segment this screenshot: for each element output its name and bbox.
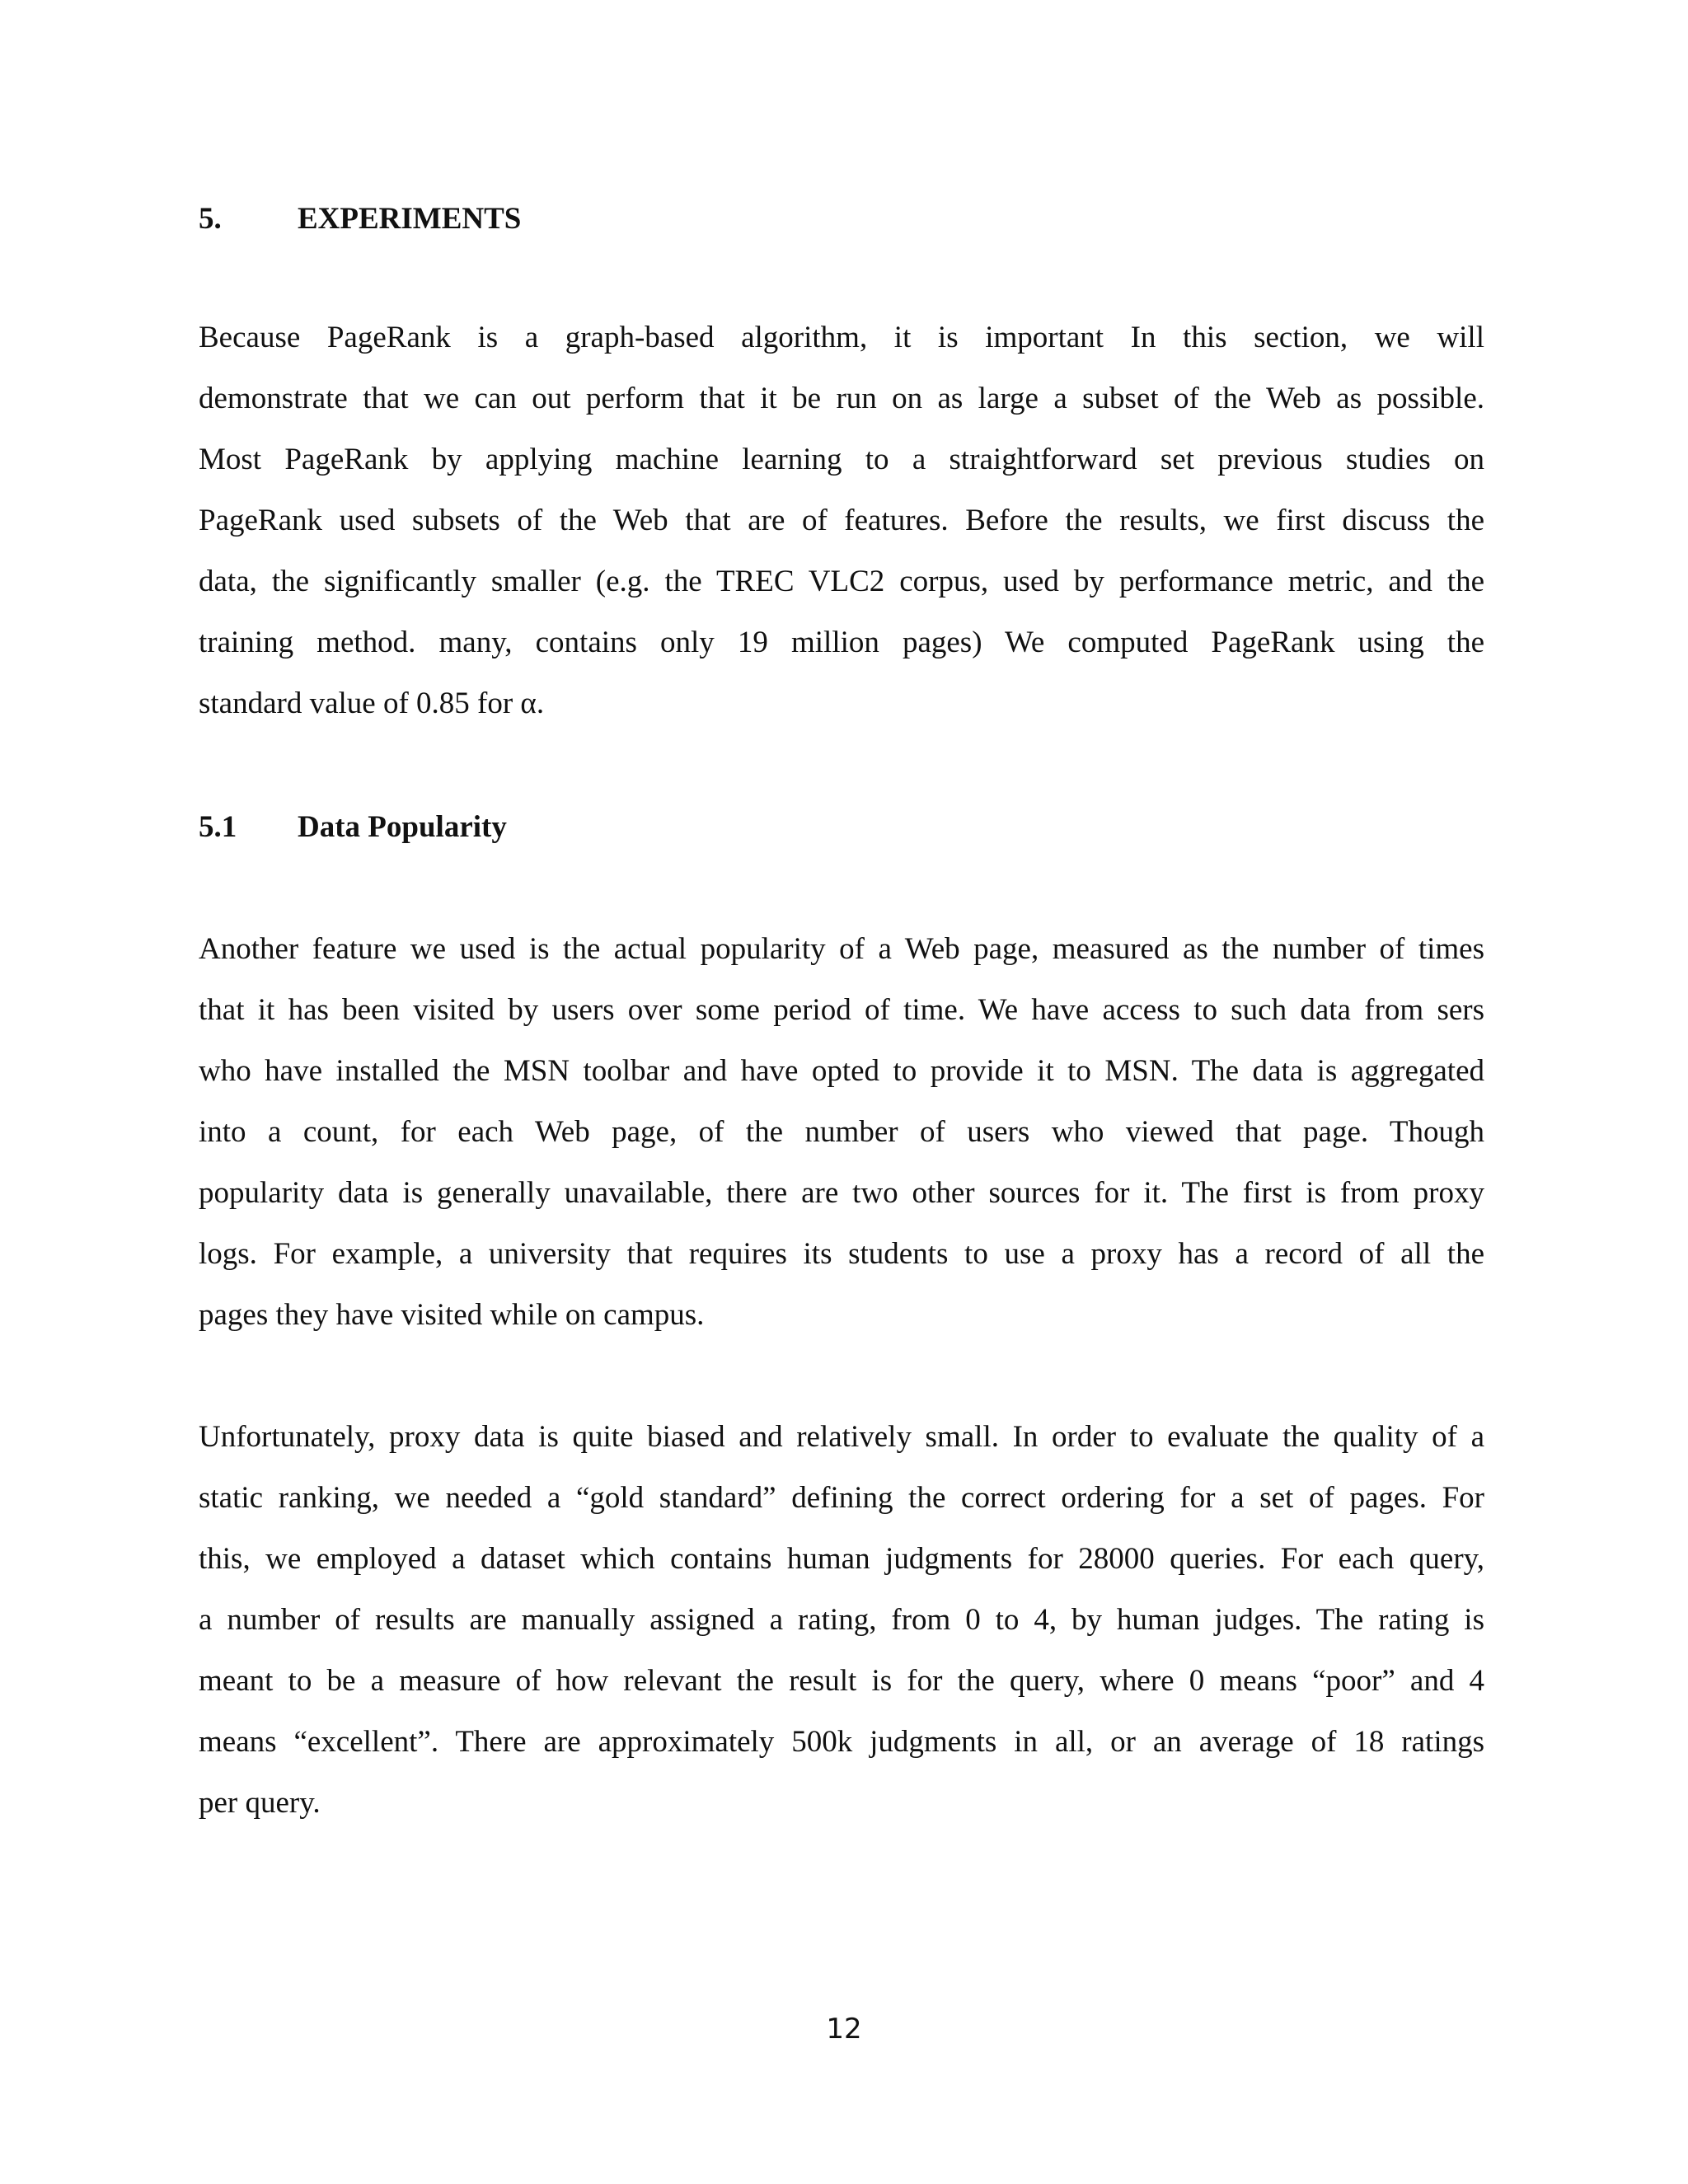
page-number: 12 [826, 2013, 862, 2046]
paragraph-line: demonstrate that we can out perform that it be run on as large a subset of the Web as possible. [199, 382, 1484, 415]
paragraph-line: that it has been visited by users over some period of time. We have access to such data from sers [199, 993, 1484, 1027]
subsection-title: Data Popularity [298, 810, 507, 844]
paragraph-line: meant to be a measure of how relevant the result is for the query, where 0 means “poor” and 4 [199, 1664, 1484, 1698]
subsection-paragraph-1 [199, 919, 1484, 1346]
paragraph-line: PageRank used subsets of the Web that are of features. Before the results, we first discuss the [199, 504, 1484, 537]
paragraph-line: logs. For example, a university that requires its students to use a proxy has a record of all the [199, 1237, 1484, 1271]
paragraph-line: Because PageRank is a graph-based algorithm, it is important In this section, we will [199, 321, 1484, 354]
paragraph-line: training method. many, contains only 19 million pages) We computed PageRank using the [199, 626, 1484, 659]
subsection-heading [199, 809, 507, 846]
paragraph-line: per query. [199, 1786, 321, 1820]
paragraph-line: static ranking, we needed a “gold standard” defining the correct ordering for a set of pages. For [199, 1481, 1484, 1515]
paragraph-line: who have installed the MSN toolbar and have opted to provide it to MSN. The data is aggregated [199, 1054, 1484, 1088]
paragraph-line: popularity data is generally unavailable, there are two other sources for it. The first is from proxy [199, 1176, 1484, 1210]
paragraph-line: data, the significantly smaller (e.g. the TREC VLC2 corpus, used by performance metric, and the [199, 565, 1484, 598]
paragraph-line: this, we employed a dataset which contains human judgments for 28000 queries. For each query, [199, 1542, 1484, 1576]
section-paragraph [199, 307, 1484, 734]
paragraph-line: Another feature we used is the actual popularity of a Web page, measured as the number of times [199, 932, 1484, 966]
section-heading [199, 201, 521, 237]
paragraph-line: Most PageRank by applying machine learning to a straightforward set previous studies on [199, 443, 1484, 476]
section-number: 5. [199, 202, 222, 236]
paragraph-line: pages they have visited while on campus. [199, 1298, 705, 1332]
paragraph-line: Unfortunately, proxy data is quite biased and relatively small. In order to evaluate the quality of a [199, 1420, 1484, 1454]
subsection-number: 5.1 [199, 810, 237, 844]
paragraph-line: into a count, for each Web page, of the number of users who viewed that page. Though [199, 1115, 1484, 1149]
paragraph-line: standard value of 0.85 for α. [199, 687, 545, 720]
paragraph-line: means “excellent”. There are approximately 500k judgments in all, or an average of 18 ratings [199, 1725, 1484, 1759]
section-title: EXPERIMENTS [298, 202, 522, 236]
subsection-paragraph-2 [199, 1407, 1484, 1834]
paragraph-line: a number of results are manually assigned a rating, from 0 to 4, by human judges. The rating is [199, 1603, 1484, 1637]
